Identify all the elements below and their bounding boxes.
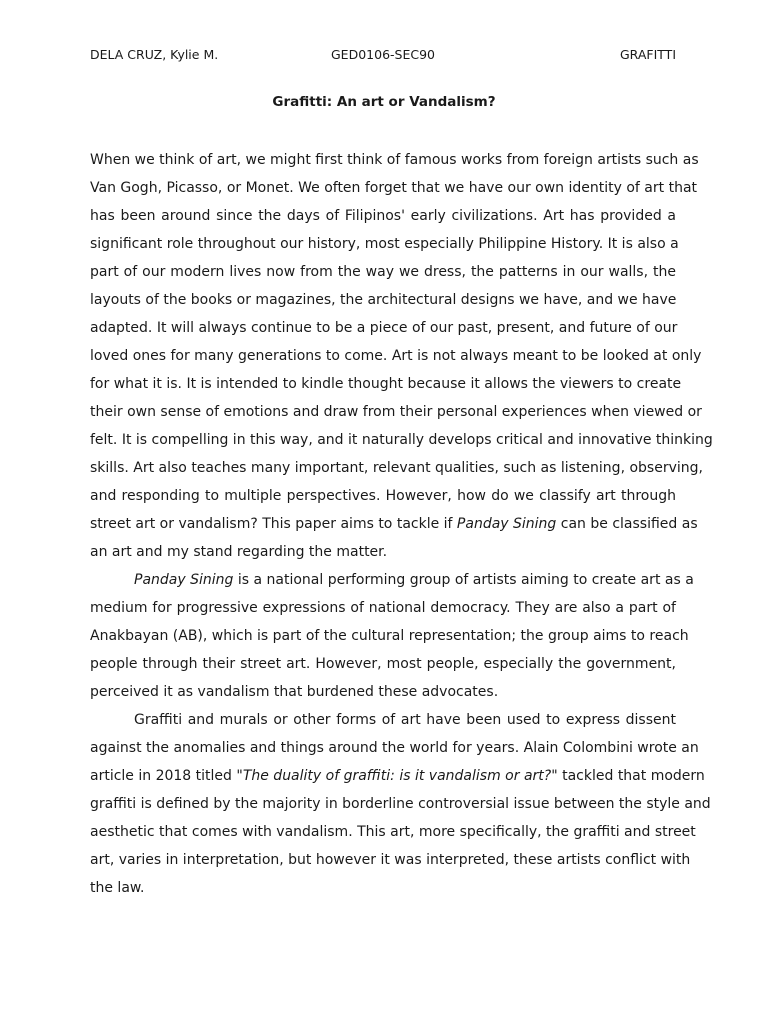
text-run: article in 2018 titled " bbox=[90, 768, 243, 784]
italic-group-name: Panday Sining bbox=[134, 572, 234, 588]
text-line: and responding to multiple perspectives. However, how do we classify art through bbox=[90, 488, 676, 504]
text-line: Anakbayan (AB), which is part of the cultural representation; the group aims to reach bbox=[90, 628, 689, 644]
text-line: Van Gogh, Picasso, or Monet. We often forget that we have our own identity of art that bbox=[90, 180, 698, 196]
text-line: their own sense of emotions and draw from their personal experiences when viewed or bbox=[90, 404, 702, 420]
text-line: an art and my stand regarding the matter. bbox=[90, 544, 388, 560]
text-line: When we think of art, we might first think of famous works from foreign artists such as bbox=[90, 152, 699, 168]
text-run: is a national performing group of artists aiming to create art as a bbox=[233, 572, 694, 588]
header-topic: GRAFITTI bbox=[619, 47, 676, 62]
document-title: Grafitti: An art or Vandalism? bbox=[272, 94, 496, 110]
text-line bbox=[90, 762, 705, 790]
text-line: felt. It is compelling in this way, and it naturally develops critical and innovative thinking bbox=[90, 432, 713, 448]
text-line: layouts of the books or magazines, the architectural designs we have, and we have bbox=[90, 292, 677, 308]
text-line: part of our modern lives now from the way we dress, the patterns in our walls, the bbox=[90, 264, 676, 280]
paragraph-2 bbox=[90, 566, 694, 706]
text-line: aesthetic that comes with vandalism. This art, more specifically, the graffiti and street bbox=[90, 824, 696, 840]
text-line: graffiti is defined by the majority in borderline controversial issue between the style and bbox=[90, 796, 711, 812]
header-course: GED0106-SEC90 bbox=[331, 47, 435, 62]
text-line: art, varies in interpretation, but however it was interpreted, these artists conflict with bbox=[90, 852, 691, 868]
document-body bbox=[90, 146, 713, 902]
text-line: against the anomalies and things around the world for years. Alain Colombini wrote an bbox=[90, 740, 699, 756]
text-line: people through their street art. However, most people, especially the government, bbox=[90, 656, 676, 672]
text-line bbox=[90, 566, 694, 594]
text-line: adapted. It will always continue to be a piece of our past, present, and future of our bbox=[90, 320, 678, 336]
paragraph-1 bbox=[90, 146, 713, 566]
text-line: skills. Art also teaches many important, relevant qualities, such as listening, observing, bbox=[90, 460, 703, 476]
text-line bbox=[90, 510, 698, 538]
text-run: tackled that modern bbox=[557, 768, 705, 784]
page-header bbox=[90, 46, 676, 64]
text-line: Graffiti and murals or other forms of art have been used to express dissent bbox=[134, 712, 676, 728]
text-run: street art or vandalism? This paper aims to tackle if bbox=[90, 516, 457, 532]
text-line: for what it is. It is intended to kindle thought because it allows the viewers to create bbox=[90, 376, 682, 392]
paragraph-3 bbox=[90, 706, 711, 902]
italic-article-title: The duality of graffiti: is it vandalism or art?" bbox=[242, 768, 558, 784]
italic-group-name: Panday Sining bbox=[456, 516, 557, 532]
text-line: the law. bbox=[90, 880, 145, 896]
text-line: medium for progressive expressions of national democracy. They are also a part of bbox=[90, 600, 676, 616]
text-run: can be classified as bbox=[556, 516, 698, 532]
text-line: has been around since the days of Filipinos' early civilizations. Art has provided a bbox=[90, 208, 676, 224]
text-line: loved ones for many generations to come. Art is not always meant to be looked at only bbox=[90, 348, 702, 364]
text-line: perceived it as vandalism that burdened these advocates. bbox=[90, 684, 499, 700]
header-author: DELA CRUZ, Kylie M. bbox=[90, 47, 219, 62]
text-line: significant role throughout our history, most especially Philippine History. It is also a bbox=[90, 236, 679, 252]
